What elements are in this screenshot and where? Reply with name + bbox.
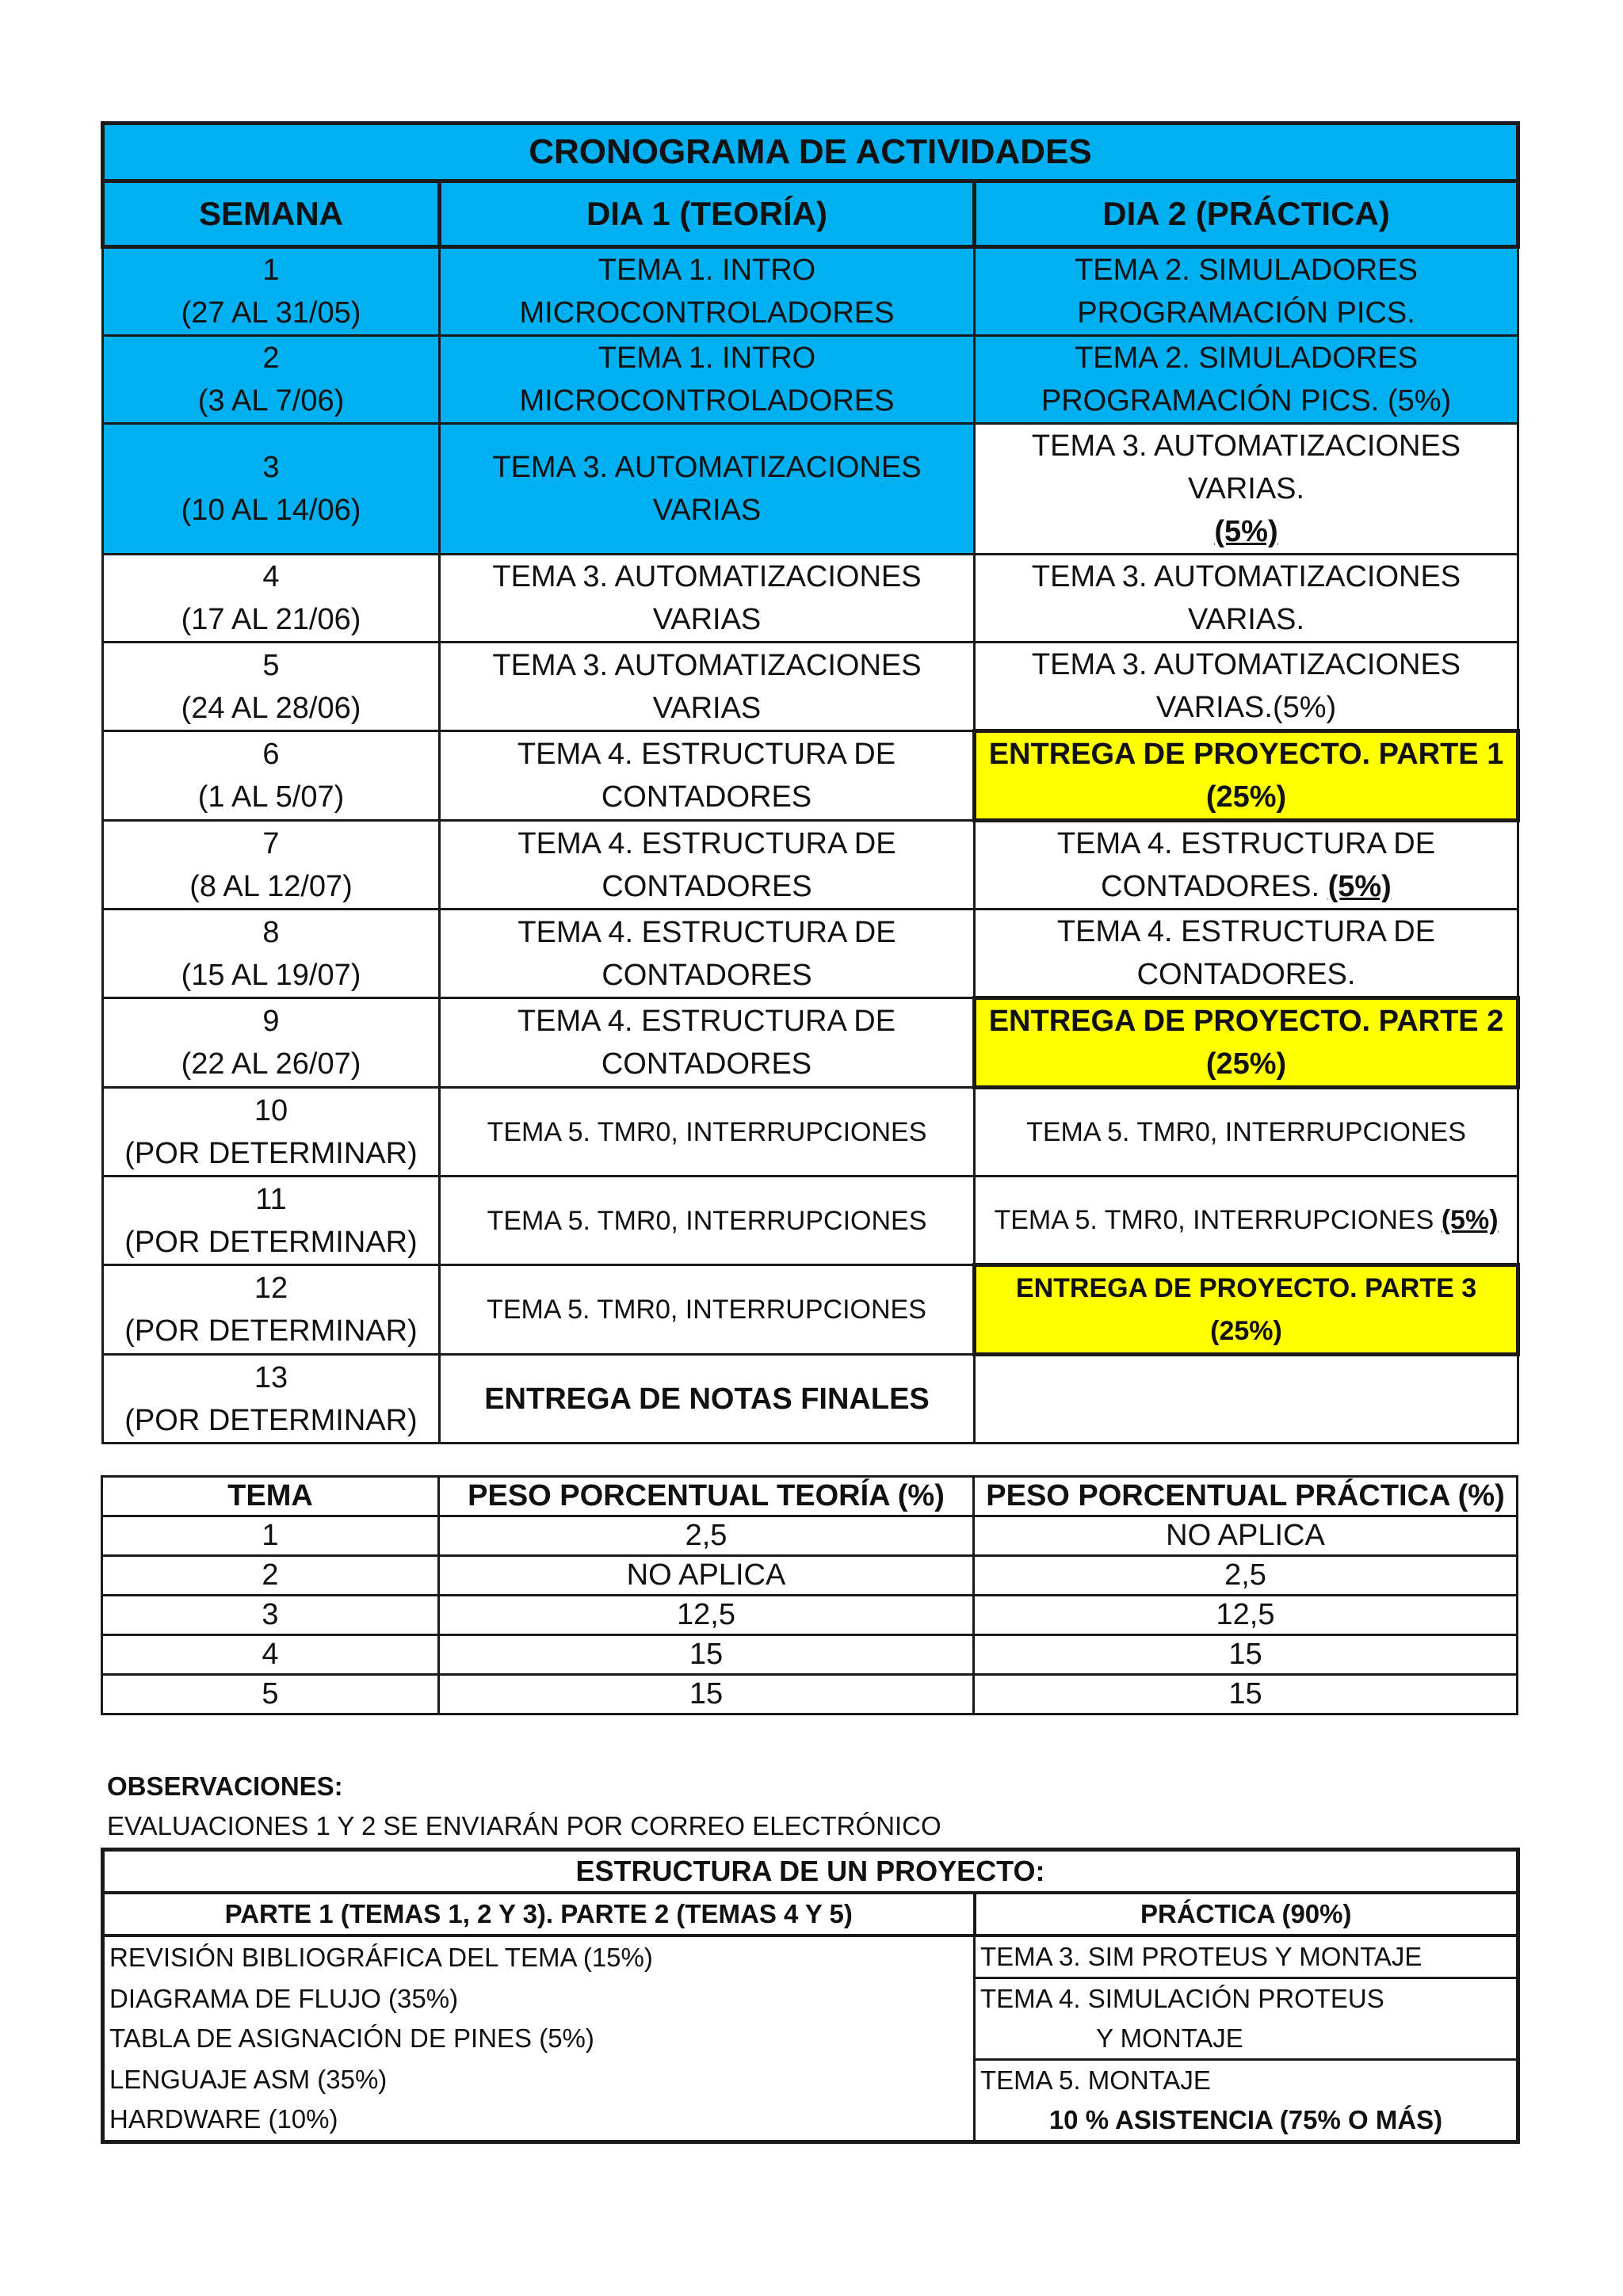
week-dates: (1 AL 5/07) xyxy=(197,780,345,814)
day1-cell xyxy=(440,731,975,821)
day1-line: TEMA 1. INTRO xyxy=(598,341,816,375)
weights-row xyxy=(102,1596,1518,1635)
project-item-group xyxy=(103,1978,975,2060)
weights-header-theory: PESO PORCENTUAL TEORÍA (%) xyxy=(439,1477,974,1516)
weights-practice-cell: 2,5 xyxy=(974,1556,1518,1596)
day2-text: TEMA 3. AUTOMATIZACIONES VARIAS. xyxy=(1031,429,1461,505)
day1-cell xyxy=(440,247,975,336)
day2-cell xyxy=(975,1265,1518,1355)
day1-line: TEMA 1. INTRO xyxy=(598,254,816,287)
weights-topic-cell: 4 xyxy=(102,1635,439,1675)
day2-line xyxy=(980,1111,1512,1154)
week-dates: (POR DETERMINAR) xyxy=(124,1403,418,1437)
day2-line xyxy=(981,733,1511,776)
schedule-row xyxy=(103,643,1518,731)
day2-line xyxy=(981,1000,1511,1043)
attendance-note: 10 % ASISTENCIA (75% O MÁS) xyxy=(1048,2105,1443,2134)
day1-cell xyxy=(440,910,975,998)
schedule-row xyxy=(103,821,1518,910)
weights-practice-cell: 12,5 xyxy=(974,1596,1518,1635)
week-dates: (POR DETERMINAR) xyxy=(124,1136,418,1170)
project-practice-t5-line: TEMA 5. MONTAJE xyxy=(980,2065,1211,2095)
day1-line: TEMA 4. ESTRUCTURA DE xyxy=(517,1005,896,1038)
project-item-group xyxy=(103,2060,975,2142)
week-cell xyxy=(103,643,440,731)
weights-practice-cell: 15 xyxy=(974,1635,1518,1675)
day2-cell xyxy=(975,821,1518,910)
project-item: REVISIÓN BIBLIOGRÁFICA DEL TEMA (15%) xyxy=(103,1936,975,1978)
week-dates: (3 AL 7/06) xyxy=(197,384,345,418)
day2-line xyxy=(980,686,1512,729)
weights-topic-cell: 1 xyxy=(102,1516,439,1556)
weights-practice-cell: 15 xyxy=(974,1675,1518,1714)
week-number: 1 xyxy=(262,254,280,287)
day2-line xyxy=(980,910,1512,953)
schedule-table xyxy=(101,121,1520,1444)
day2-line xyxy=(980,337,1512,379)
project-practice-t4-line1: TEMA 4. SIMULACIÓN PROTEUS xyxy=(980,1984,1384,2013)
week-number: 6 xyxy=(262,738,280,771)
day2-line xyxy=(981,776,1511,818)
week-cell xyxy=(103,998,440,1088)
schedule-row xyxy=(103,1355,1518,1444)
day1-line: TEMA 3. AUTOMATIZACIONES VARIAS xyxy=(492,648,922,725)
week-cell xyxy=(103,424,440,555)
project-left-header: PARTE 1 (TEMAS 1, 2 Y 3). PARTE 2 (TEMAS 4 Y 5) xyxy=(103,1893,975,1936)
day1-line: CONTADORES xyxy=(601,780,812,814)
day2-percent: (5%) xyxy=(1441,1205,1499,1235)
day2-line xyxy=(980,379,1512,422)
weights-row xyxy=(102,1556,1518,1596)
project-practice-t4 xyxy=(975,1978,1518,2060)
week-cell xyxy=(103,1355,440,1444)
day1-cell xyxy=(440,821,975,910)
day1-line: MICROCONTROLADORES xyxy=(519,384,895,418)
day2-text: TEMA 4. ESTRUCTURA DE xyxy=(1056,827,1436,860)
day1-line: TEMA 3. AUTOMATIZACIONES VARIAS xyxy=(492,451,922,527)
day1-line: TEMA 5. TMR0, INTERRUPCIONES xyxy=(487,1295,926,1325)
header-day1: DIA 1 (TEORÍA) xyxy=(440,181,975,247)
day2-cell xyxy=(975,998,1518,1088)
day2-cell xyxy=(975,1088,1518,1177)
day1-line: TEMA 3. AUTOMATIZACIONES VARIAS xyxy=(492,560,922,636)
day2-text: ENTREGA DE PROYECTO. PARTE 1 xyxy=(988,738,1504,771)
day1-line: TEMA 4. ESTRUCTURA DE xyxy=(517,915,896,949)
day2-cell xyxy=(975,910,1518,998)
schedule-row xyxy=(103,336,1518,424)
project-item: LENGUAJE ASM (35%) xyxy=(109,2065,388,2095)
week-number: 10 xyxy=(254,1093,288,1127)
schedule-row xyxy=(103,1088,1518,1177)
day1-line: CONTADORES xyxy=(601,1047,812,1081)
weights-header-practice: PESO PORCENTUAL PRÁCTICA (%) xyxy=(974,1477,1518,1516)
day2-text: PROGRAMACIÓN PICS. (5%) xyxy=(1041,384,1452,418)
week-dates: (8 AL 12/07) xyxy=(189,869,353,903)
week-dates: (15 AL 19/07) xyxy=(181,958,361,992)
week-number: 3 xyxy=(262,451,280,484)
day2-text: CONTADORES. xyxy=(1136,958,1356,991)
week-cell xyxy=(103,1265,440,1355)
weights-practice-cell: NO APLICA xyxy=(974,1516,1518,1556)
day2-line xyxy=(980,249,1512,292)
day1-cell xyxy=(440,1355,975,1444)
day1-line: ENTREGA DE NOTAS FINALES xyxy=(484,1382,930,1416)
day1-cell xyxy=(440,424,975,555)
project-item: HARDWARE (10%) xyxy=(109,2104,338,2134)
day1-cell xyxy=(440,336,975,424)
day2-text: TEMA 5. TMR0, INTERRUPCIONES xyxy=(1026,1117,1466,1147)
week-dates: (POR DETERMINAR) xyxy=(124,1314,418,1348)
day2-text: TEMA 3. AUTOMATIZACIONES VARIAS. xyxy=(1031,560,1461,636)
weights-row xyxy=(102,1516,1518,1556)
day2-line xyxy=(981,1310,1511,1352)
day2-cell xyxy=(975,424,1518,555)
day2-cell xyxy=(975,555,1518,643)
schedule-row xyxy=(103,1177,1518,1265)
day2-line xyxy=(981,1267,1511,1310)
day2-line xyxy=(980,865,1512,908)
day2-text: TEMA 2. SIMULADORES xyxy=(1075,254,1418,287)
week-number: 4 xyxy=(262,560,280,593)
day2-text: (25%) xyxy=(1205,1047,1287,1081)
day2-text: VARIAS.(5%) xyxy=(1155,691,1337,724)
week-cell xyxy=(103,1177,440,1265)
weights-theory-cell: 2,5 xyxy=(439,1516,974,1556)
week-cell xyxy=(103,910,440,998)
day2-cell xyxy=(975,1177,1518,1265)
day2-text: TEMA 4. ESTRUCTURA DE xyxy=(1056,915,1436,948)
weights-header-topic: TEMA xyxy=(102,1477,439,1516)
project-item: DIAGRAMA DE FLUJO (35%) xyxy=(109,1984,459,2013)
day2-text: (25%) xyxy=(1210,1316,1282,1346)
schedule-row xyxy=(103,910,1518,998)
day2-text: TEMA 3. AUTOMATIZACIONES xyxy=(1031,648,1461,681)
week-cell xyxy=(103,555,440,643)
observations-text: EVALUACIONES 1 Y 2 SE ENVIARÁN POR CORREO ELECTRÓNICO xyxy=(107,1811,941,1840)
day1-cell xyxy=(440,1088,975,1177)
day2-line xyxy=(981,1043,1511,1085)
day1-cell xyxy=(440,555,975,643)
week-number: 9 xyxy=(262,1005,280,1038)
weights-topic-cell: 5 xyxy=(102,1675,439,1714)
weights-row xyxy=(102,1635,1518,1675)
weights-body xyxy=(102,1516,1518,1714)
week-number: 2 xyxy=(262,341,280,375)
week-cell xyxy=(103,247,440,336)
week-cell xyxy=(103,1088,440,1177)
day2-line xyxy=(980,1199,1512,1241)
week-dates: (22 AL 26/07) xyxy=(181,1047,361,1081)
week-cell xyxy=(103,731,440,821)
day1-line: TEMA 4. ESTRUCTURA DE xyxy=(517,826,896,860)
schedule-row xyxy=(103,555,1518,643)
week-cell xyxy=(103,336,440,424)
day2-text: ENTREGA DE PROYECTO. PARTE 3 xyxy=(1015,1273,1477,1303)
day1-cell xyxy=(440,998,975,1088)
schedule-row xyxy=(103,424,1518,555)
weights-theory-cell: 15 xyxy=(439,1675,974,1714)
weights-row xyxy=(102,1675,1518,1714)
weights-theory-cell: NO APLICA xyxy=(439,1556,974,1596)
day2-line xyxy=(980,555,1512,641)
weights-theory-cell: 12,5 xyxy=(439,1596,974,1635)
week-number: 12 xyxy=(254,1272,288,1305)
day1-cell xyxy=(440,643,975,731)
day2-text: PROGRAMACIÓN PICS. xyxy=(1077,296,1415,330)
day1-line: TEMA 5. TMR0, INTERRUPCIONES xyxy=(487,1205,927,1236)
week-number: 7 xyxy=(262,826,280,860)
day2-cell xyxy=(975,731,1518,821)
day2-cell xyxy=(975,1355,1518,1444)
weights-topic-cell: 3 xyxy=(102,1596,439,1635)
day2-text: ENTREGA DE PROYECTO. PARTE 2 xyxy=(988,1005,1504,1038)
schedule-row xyxy=(103,998,1518,1088)
schedule-title: CRONOGRAMA DE ACTIVIDADES xyxy=(103,124,1518,181)
week-number: 8 xyxy=(262,915,280,949)
schedule-body xyxy=(103,247,1518,1444)
day1-line: MICROCONTROLADORES xyxy=(519,296,895,330)
day2-text: TEMA 2. SIMULADORES xyxy=(1075,341,1418,375)
week-cell xyxy=(103,821,440,910)
day2-percent: (5%) xyxy=(1327,870,1392,903)
day1-cell xyxy=(440,1177,975,1265)
weights-table xyxy=(101,1475,1518,1715)
schedule-row xyxy=(103,247,1518,336)
project-item: TABLA DE ASIGNACIÓN DE PINES (5%) xyxy=(109,2023,594,2053)
project-practice-t5 xyxy=(975,2060,1518,2142)
week-number: 5 xyxy=(262,648,280,682)
week-dates: (POR DETERMINAR) xyxy=(124,1225,418,1259)
week-number: 11 xyxy=(255,1182,287,1216)
day1-line: TEMA 5. TMR0, INTERRUPCIONES xyxy=(487,1116,927,1147)
week-dates: (10 AL 14/06) xyxy=(181,494,361,527)
weights-topic-cell: 2 xyxy=(102,1556,439,1596)
day2-line xyxy=(980,822,1512,865)
project-practice-t3: TEMA 3. SIM PROTEUS Y MONTAJE xyxy=(975,1936,1518,1978)
day2-line xyxy=(980,292,1512,334)
week-dates: (27 AL 31/05) xyxy=(181,296,361,330)
day2-percent: (5%) xyxy=(1214,515,1278,548)
day2-text: CONTADORES. xyxy=(1101,870,1320,903)
day1-cell xyxy=(440,1265,975,1355)
week-dates: (17 AL 21/06) xyxy=(181,603,361,636)
day2-cell xyxy=(975,336,1518,424)
day1-line: CONTADORES xyxy=(601,958,812,992)
schedule-row xyxy=(103,1265,1518,1355)
day1-line: CONTADORES xyxy=(601,869,812,903)
day2-line xyxy=(980,425,1512,510)
week-number: 13 xyxy=(254,1360,288,1394)
project-structure-table xyxy=(101,1848,1520,2144)
project-practice-t4-line2: Y MONTAJE xyxy=(1096,2023,1243,2053)
day2-cell xyxy=(975,247,1518,336)
observations-title: OBSERVACIONES: xyxy=(107,1772,343,1801)
header-day2: DIA 2 (PRÁCTICA) xyxy=(975,181,1518,247)
week-dates: (24 AL 28/06) xyxy=(181,691,361,725)
day2-cell xyxy=(975,643,1518,731)
day2-text: (25%) xyxy=(1205,780,1287,814)
day2-line xyxy=(980,953,1512,996)
weights-theory-cell: 15 xyxy=(439,1635,974,1675)
project-right-header: PRÁCTICA (90%) xyxy=(975,1893,1518,1936)
day2-line xyxy=(980,643,1512,686)
day2-text: TEMA 5. TMR0, INTERRUPCIONES xyxy=(994,1205,1434,1235)
project-title: ESTRUCTURA DE UN PROYECTO: xyxy=(103,1850,1518,1894)
schedule-row xyxy=(103,731,1518,821)
header-week: SEMANA xyxy=(103,181,440,247)
day1-line: TEMA 4. ESTRUCTURA DE xyxy=(517,738,896,771)
